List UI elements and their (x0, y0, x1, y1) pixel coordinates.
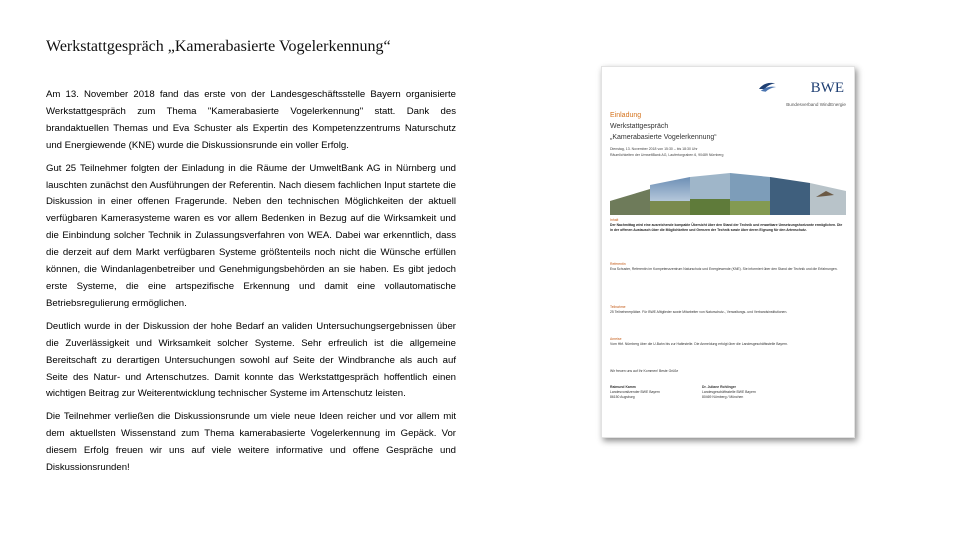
page-title: Werkstattgespräch „Kamerabasierte Vogelerkennung“ (46, 38, 391, 55)
flyer-heading-einladung: Einladung (610, 112, 642, 119)
contact-right-city: 80469 Nürnberg / München (702, 395, 744, 400)
flyer-referentin (610, 262, 846, 272)
paragraph-4: Die Teilnehmer verließen die Diskussionsrunde um viele neue Ideen reicher und vor allem mit dem aktuellsten Wissenstand zum Thema kamerabasierte Vogelerkennung im Gepäck. Vor diesem Erfolg freuen wir uns auf viele weitere informative und offene Gespräche und Diskussionsrunden! (46, 411, 456, 474)
bwe-logo-text: BWE (810, 80, 844, 96)
flyer-teilnahme-text: 25 Teilnehmerplätze. Für BWE-Mitglieder sowie Mitarbeiter von Naturschutz-, Verwaltungs- und Verbandsinstitutionen. (610, 310, 788, 315)
contact-left-org: Landesvorsitzender BWE Bayern (610, 390, 660, 395)
bwe-logo-icon (758, 75, 798, 101)
contact-right-name: Dr. Juliane Rohlinger (702, 385, 736, 389)
flyer-anreise-label: Anreise (610, 337, 622, 341)
flyer-inhalt-text: Der Nachmittag wird eine ausreichende kompakte Übersicht über den Stand der Technik und erwartbare Umsetzungshorizonte ermöglichen. Die in der offenen Austausch über die Möglichkeiten und Grenzen der Technik sowie über deren Eignung für den Artenschutz. (610, 223, 843, 233)
contact-left-city: 86150 Augsburg (610, 395, 635, 400)
flyer-place: Räumlichkeiten der UmweltBank AG, Laufertorgraben 6, 90489 Nürnberg (610, 153, 724, 157)
flyer-heading-thema: „Kamerabasierte Vogelerkennung“ (610, 134, 717, 141)
paragraph-2: Gut 25 Teilnehmer folgten der Einladung in die Räume der UmweltBank AG in Nürnberg und lauschten zunächst den Ausführungen der Referentin. Nach diesem fachlichen Input startete die Diskussion in einer offenen Fragerunde. Neben den technischen Möglichkeiten der aktuell verfügbaren Kamerasysteme waren es vor allem Bedenken in Bezug auf die Wirksamkeit und die Einbindung solcher Technik in Zulassungsverfahren von WEA. Dabei war erkenntlich, dass die derzeit auf dem Markt verfügbaren Systeme größtenteils noch nicht die Wünsche erfüllen können, die Windanlagenbetreiber und Genehmigungsbehörden an sie haben. Es gibt jedoch erste Systeme, die eine artspezifische Erkennung und damit eine vollautomatische Betriebsregulierung ermöglichen. (46, 162, 456, 309)
flyer-contact-left (610, 385, 660, 401)
flyer-anreise-text: Vom Hbf. Nürnberg über die U-Bahn bis zur Haltestelle. Die Anmeldung erfolgt über die Landesgeschäftsstelle Bayern. (610, 342, 788, 347)
paragraph-1: Am 13. November 2018 fand das erste von der Landesgeschäftsstelle Bayern organisierte Werkstattgespräch zum Thema "Kamerabasierte Vogelerkennung" statt. Dank des brandaktuellen Themas und Eva Schuster als Expertin des Kompetenzzentrums Naturschutz und Energiewende (KNE) wurde die Diskussionsrunde ein voller Erfolg. (46, 89, 456, 151)
flyer-heading-werkstatt: Werkstattgespräch (610, 123, 669, 130)
contact-left-name: Raimund Kamm (610, 385, 636, 389)
flyer-referentin-label: Referentin (610, 262, 626, 266)
contact-right-org: Landesgeschäftsstelle BWE Bayern (702, 390, 756, 395)
flyer-closing: Wir freuen uns auf Ihr Kommen! Beste Grüße (610, 369, 679, 373)
flyer-inhalt (610, 218, 846, 234)
article-body (46, 87, 456, 483)
flyer-referentin-text: Eva Schuster, Referentin im Kompetenzzentrum Naturschutz und Energiewende (KNE). Sie informiert über den Stand der Technik und die Erfahrungen. (610, 267, 838, 272)
flyer-anreise (610, 337, 846, 347)
flyer-photo-collage (610, 171, 846, 215)
flyer-contact-right (702, 385, 756, 401)
paragraph-3: Deutlich wurde in der Diskussion der hohe Bedarf an validen Untersuchungsergebnissen über die Zuverlässigkeit und Wirksamkeit solcher Systeme. Sehr erfreulich ist die allgemeine Bereitschaft zu derartigen Untersuchungen sowohl auf Seite der Windbranche als auch auf Seite des Natur- und Artenschutzes. Damit konnte das Werkstattgespräch hoffentlich einen wichtigen Beitrag zur Weiterentwicklung technischer Systeme im Artenschutz leisten. (46, 320, 456, 400)
flyer-date: Dienstag, 13. November 2018 von 15:30 – bis 18:30 Uhr (610, 147, 698, 151)
invitation-flyer-image (601, 66, 855, 438)
flyer-teilnahme-label: Teilnahme (610, 305, 626, 309)
flyer-inhalt-label: Inhalt (610, 218, 619, 222)
bwe-logo-subtitle: Bundesverband WindEnergie (786, 102, 846, 107)
flyer-teilnahme (610, 305, 846, 315)
